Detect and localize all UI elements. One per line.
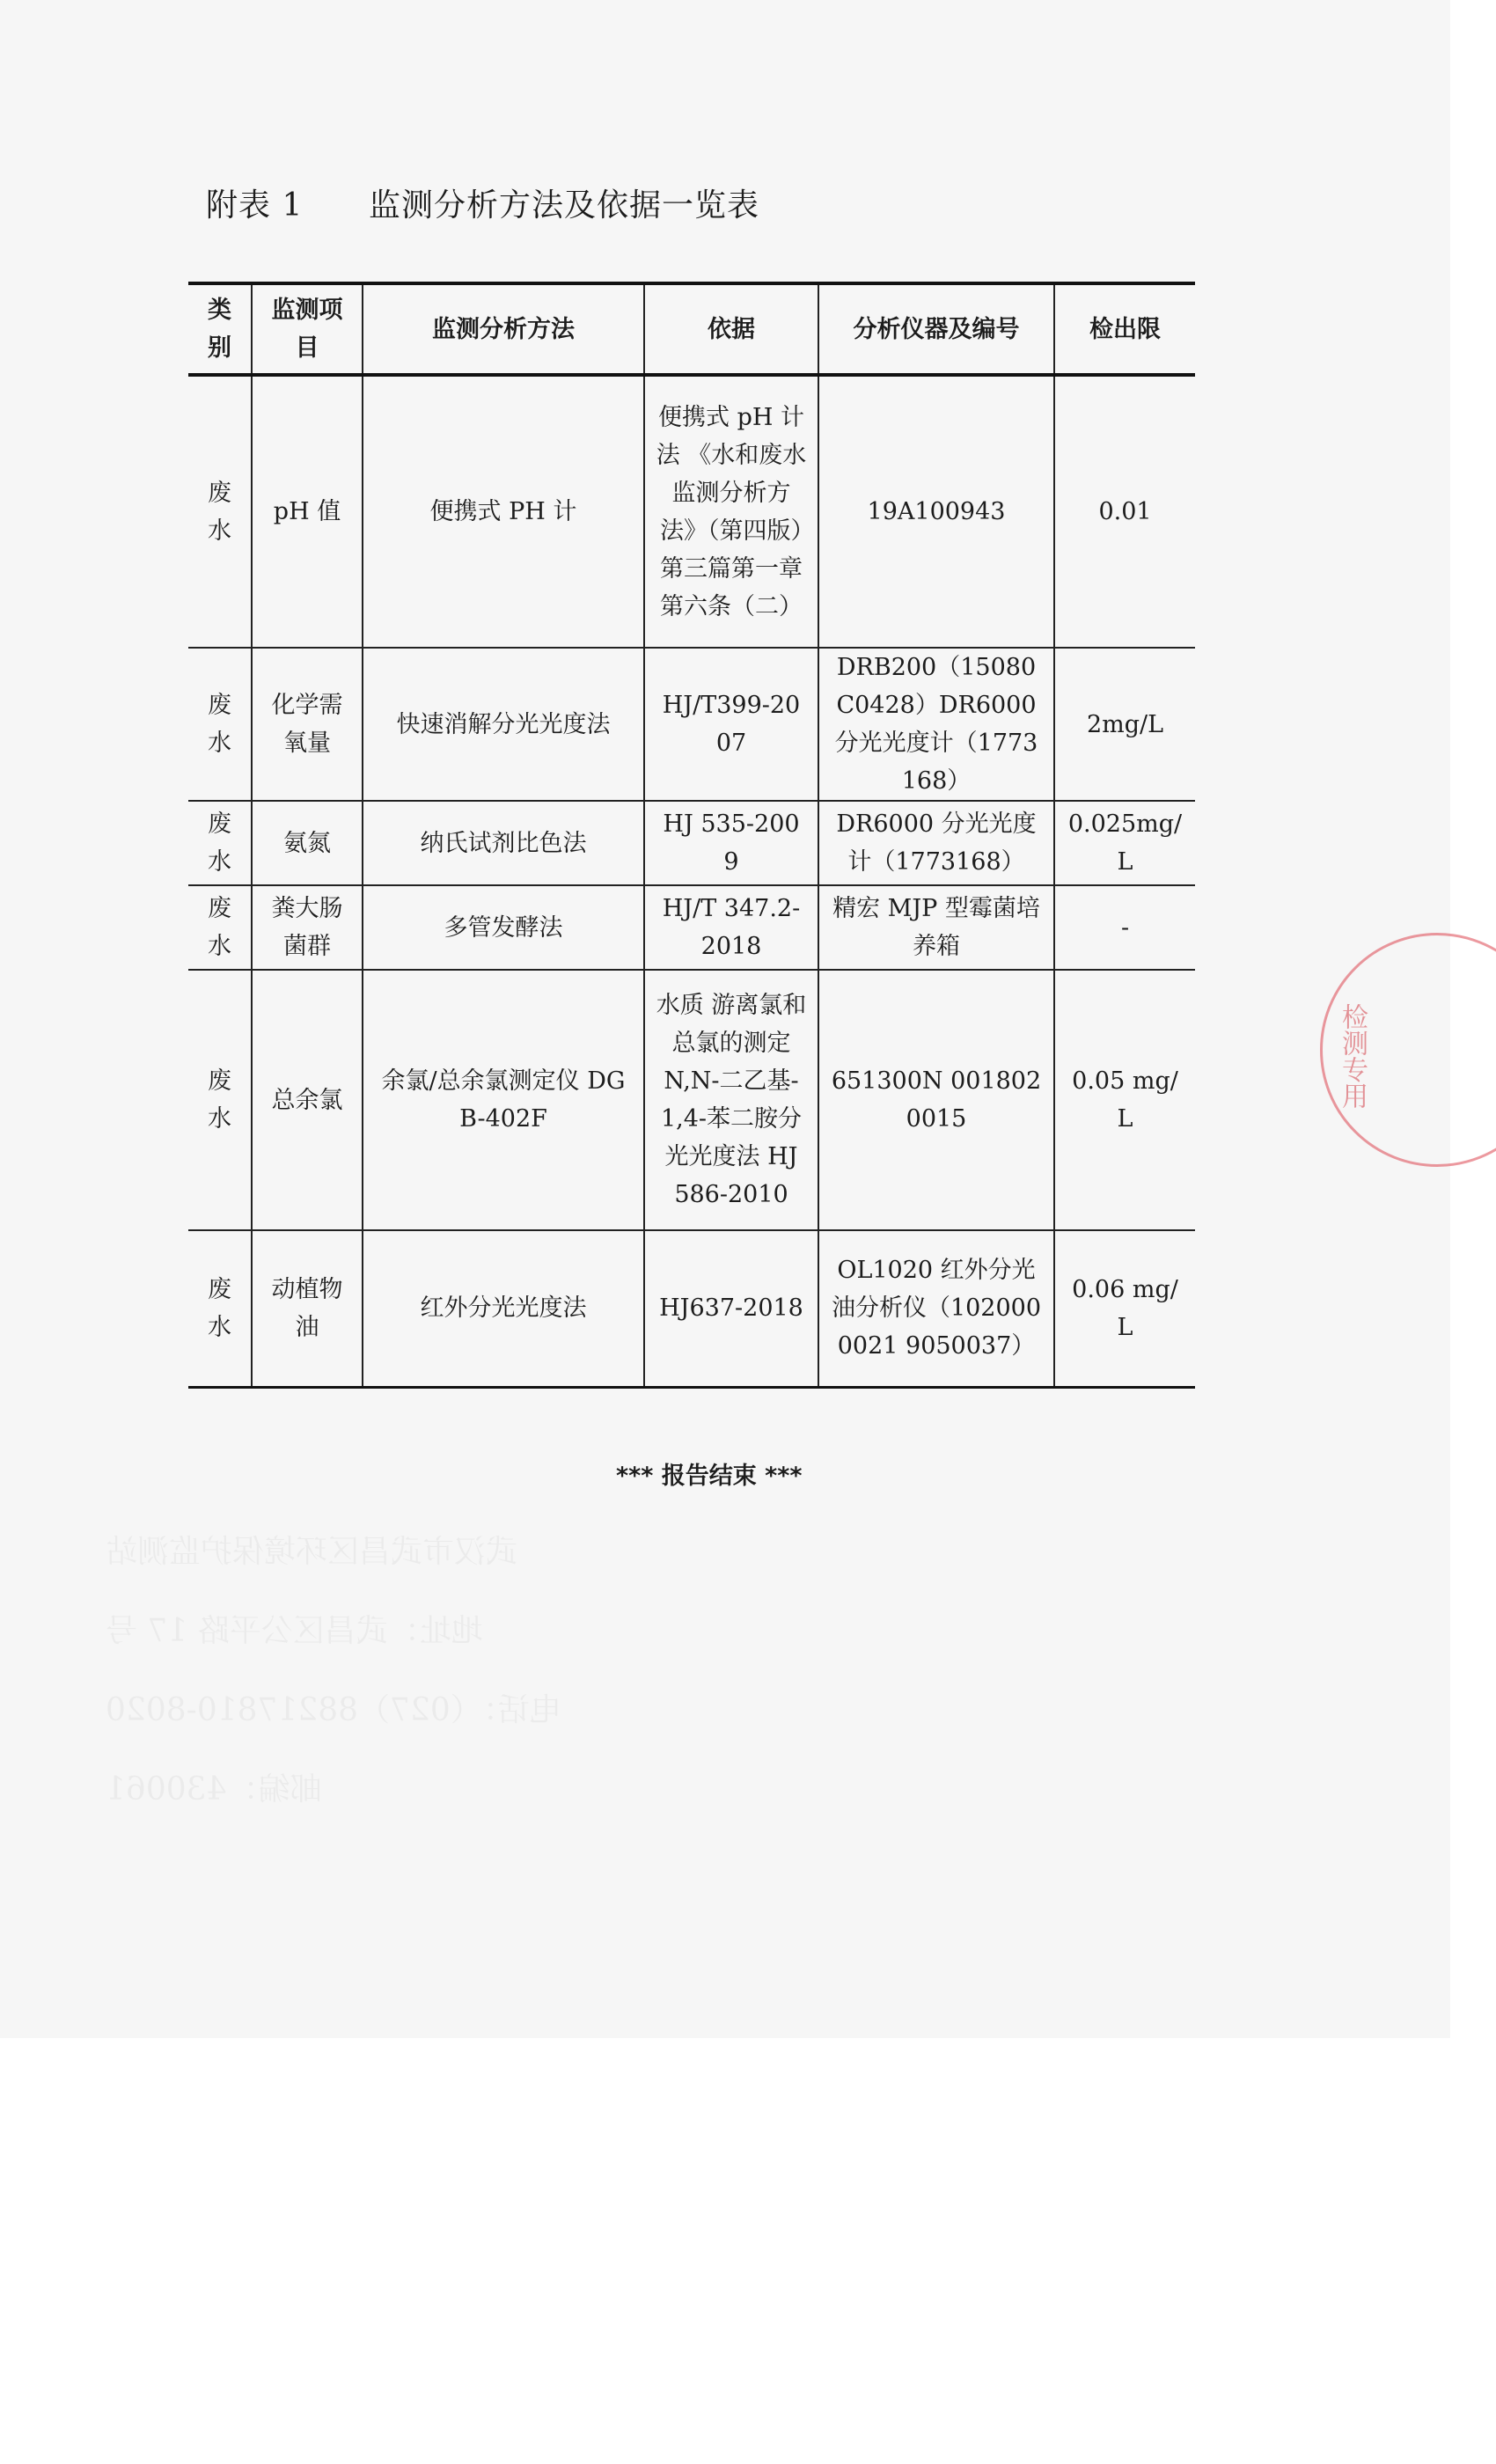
- header-detection-limit: 检出限: [1054, 283, 1195, 375]
- cell-instrument: OL1020 红外分光油分析仪（1020000021 9050037）: [818, 1230, 1054, 1387]
- cell-method: 红外分光光度法: [363, 1230, 644, 1387]
- header-method: 监测分析方法: [363, 283, 644, 375]
- cell-instrument: DRB200（15080C0428）DR6000 分光光度计（1773168）: [818, 648, 1054, 801]
- report-end-marker: *** 报告结束 ***: [616, 1463, 803, 1490]
- table-row: [188, 801, 1195, 885]
- cell-category: 废水: [188, 648, 252, 801]
- bleed-through-text: [106, 1606, 722, 1651]
- cell-instrument: 19A100943: [818, 375, 1054, 648]
- header-category: 类别: [188, 283, 252, 375]
- cell-instrument: DR6000 分光光度计（1773168）: [818, 801, 1054, 885]
- cell-detection-limit: 0.025mg/L: [1054, 801, 1195, 885]
- cell-instrument: 精宏 MJP 型霉菌培养箱: [818, 885, 1054, 970]
- bleed-through-text: [106, 1685, 722, 1730]
- cell-item: 总余氯: [252, 970, 363, 1230]
- header-instrument: 分析仪器及编号: [818, 283, 1054, 375]
- table-row: [188, 648, 1195, 801]
- cell-method: 多管发酵法: [363, 885, 644, 970]
- bleed-through-text: [106, 1764, 722, 1809]
- table-header-row: [188, 283, 1195, 375]
- cell-category: 废水: [188, 375, 252, 648]
- table-row: [188, 970, 1195, 1230]
- cell-method: 便携式 PH 计: [363, 375, 644, 648]
- table-row: [188, 375, 1195, 648]
- cell-detection-limit: 0.01: [1054, 375, 1195, 648]
- cell-detection-limit: 2mg/L: [1054, 648, 1195, 801]
- cell-basis: 水质 游离氯和总氯的测定 N,N-二乙基-1,4-苯二胺分光光度法 HJ 586-2010: [644, 970, 818, 1230]
- cell-item: pH 值: [252, 375, 363, 648]
- cell-category: 废水: [188, 885, 252, 970]
- header-basis: 依据: [644, 283, 818, 375]
- cell-item: 粪大肠菌群: [252, 885, 363, 970]
- cell-item: 动植物油: [252, 1230, 363, 1387]
- cell-item: 化学需氧量: [252, 648, 363, 801]
- cell-detection-limit: 0.06 mg/L: [1054, 1230, 1195, 1387]
- table-row: [188, 1230, 1195, 1387]
- cell-method: 余氯/总余氯测定仪 DGB-402F: [363, 970, 644, 1230]
- header-item: 监测项目: [252, 283, 363, 375]
- cell-detection-limit: 0.05 mg/L: [1054, 970, 1195, 1230]
- red-seal-stamp-text: 检测专用: [1337, 1003, 1368, 1109]
- cell-basis: HJ/T 347.2-2018: [644, 885, 818, 970]
- cell-basis: HJ 535-2009: [644, 801, 818, 885]
- cell-instrument: 651300N 0018020015: [818, 970, 1054, 1230]
- page-title: 附表 1 监测分析方法及依据一览表: [206, 187, 760, 224]
- cell-category: 废水: [188, 970, 252, 1230]
- table-row: [188, 885, 1195, 970]
- cell-item: 氨氮: [252, 801, 363, 885]
- methods-table-container: [188, 282, 1195, 1389]
- cell-method: 纳氏试剂比色法: [363, 801, 644, 885]
- cell-basis: 便携式 pH 计法 《水和废水监测分析方法》（第四版）第三篇第一章第六条（二）: [644, 375, 818, 648]
- cell-basis: HJ/T399-2007: [644, 648, 818, 801]
- cell-basis: HJ637-2018: [644, 1230, 818, 1387]
- methods-table: [188, 282, 1195, 1389]
- bleed-through-text: [106, 1527, 722, 1572]
- cell-category: 废水: [188, 801, 252, 885]
- cell-method: 快速消解分光光度法: [363, 648, 644, 801]
- cell-category: 废水: [188, 1230, 252, 1387]
- cell-detection-limit: -: [1054, 885, 1195, 970]
